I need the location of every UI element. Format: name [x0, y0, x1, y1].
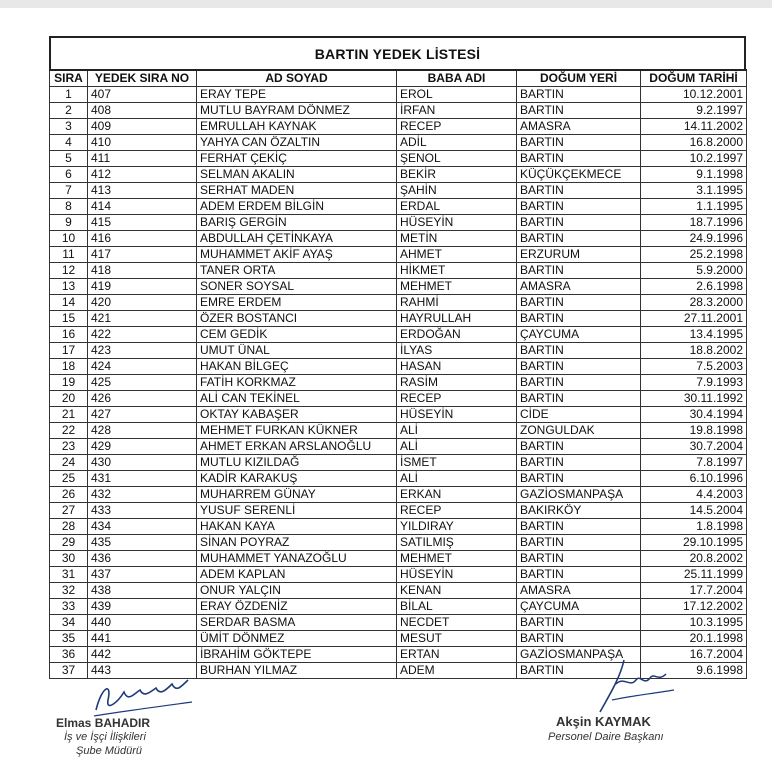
cell-baba-adi: RAHMİ — [397, 295, 517, 311]
cell-yedek-sira-no: 417 — [88, 247, 197, 263]
cell-dogum-tarihi: 3.1.1995 — [641, 183, 747, 199]
cell-baba-adi: ALİ — [397, 423, 517, 439]
table-row — [50, 87, 747, 103]
cell-dogum-yeri: BARTIN — [517, 295, 641, 311]
cell-ad-soyad: SERHAT MADEN — [197, 183, 397, 199]
table-row — [50, 439, 747, 455]
cell-sira: 33 — [50, 599, 88, 615]
cell-dogum-tarihi: 18.8.2002 — [641, 343, 747, 359]
cell-dogum-tarihi: 9.2.1997 — [641, 103, 747, 119]
cell-yedek-sira-no: 433 — [88, 503, 197, 519]
cell-baba-adi: ERDAL — [397, 199, 517, 215]
cell-dogum-tarihi: 27.11.2001 — [641, 311, 747, 327]
table-row — [50, 583, 747, 599]
cell-dogum-tarihi: 16.8.2000 — [641, 135, 747, 151]
table-row — [50, 375, 747, 391]
cell-dogum-tarihi: 25.11.1999 — [641, 567, 747, 583]
cell-dogum-yeri: BARTIN — [517, 455, 641, 471]
cell-sira: 19 — [50, 375, 88, 391]
cell-dogum-tarihi: 13.4.1995 — [641, 327, 747, 343]
cell-dogum-tarihi: 7.9.1993 — [641, 375, 747, 391]
left-signatory-title-line2: Şube Müdürü — [76, 745, 143, 757]
right-signatory-name: Akşin KAYMAK — [556, 714, 651, 729]
col-header-yedek-sira-no: YEDEK SIRA NO — [88, 70, 197, 87]
cell-yedek-sira-no: 420 — [88, 295, 197, 311]
table-row — [50, 487, 747, 503]
table-row — [50, 391, 747, 407]
cell-baba-adi: RECEP — [397, 391, 517, 407]
cell-baba-adi: MEHMET — [397, 279, 517, 295]
cell-dogum-yeri: BARTIN — [517, 471, 641, 487]
table-row — [50, 423, 747, 439]
cell-dogum-tarihi: 28.3.2000 — [641, 295, 747, 311]
cell-dogum-yeri: BARTIN — [517, 103, 641, 119]
left-signatory-title-line1: İş ve İşçi İlişkileri — [64, 731, 146, 743]
table-row — [50, 519, 747, 535]
cell-ad-soyad: OKTAY KABAŞER — [197, 407, 397, 423]
table-row — [50, 295, 747, 311]
table-row — [50, 503, 747, 519]
cell-ad-soyad: ADEM KAPLAN — [197, 567, 397, 583]
cell-baba-adi: HÜSEYİN — [397, 567, 517, 583]
table-row — [50, 199, 747, 215]
cell-yedek-sira-no: 413 — [88, 183, 197, 199]
cell-ad-soyad: ALİ CAN TEKİNEL — [197, 391, 397, 407]
cell-yedek-sira-no: 410 — [88, 135, 197, 151]
cell-baba-adi: ŞENOL — [397, 151, 517, 167]
cell-dogum-yeri: KÜÇÜKÇEKMECE — [517, 167, 641, 183]
cell-sira: 31 — [50, 567, 88, 583]
cell-yedek-sira-no: 436 — [88, 551, 197, 567]
cell-sira: 29 — [50, 535, 88, 551]
cell-sira: 12 — [50, 263, 88, 279]
table-row — [50, 567, 747, 583]
cell-ad-soyad: MUTLU BAYRAM DÖNMEZ — [197, 103, 397, 119]
cell-baba-adi: SATILMIŞ — [397, 535, 517, 551]
cell-ad-soyad: SELMAN AKALIN — [197, 167, 397, 183]
cell-sira: 5 — [50, 151, 88, 167]
cell-yedek-sira-no: 440 — [88, 615, 197, 631]
cell-baba-adi: ERKAN — [397, 487, 517, 503]
cell-dogum-yeri: BARTIN — [517, 375, 641, 391]
cell-dogum-yeri: BARTIN — [517, 567, 641, 583]
cell-baba-adi: YILDIRAY — [397, 519, 517, 535]
table-row — [50, 551, 747, 567]
cell-yedek-sira-no: 428 — [88, 423, 197, 439]
cell-dogum-yeri: CİDE — [517, 407, 641, 423]
cell-dogum-tarihi: 18.7.1996 — [641, 215, 747, 231]
cell-dogum-yeri: BARTIN — [517, 87, 641, 103]
table-row — [50, 247, 747, 263]
cell-sira: 32 — [50, 583, 88, 599]
cell-dogum-yeri: BARTIN — [517, 135, 641, 151]
cell-baba-adi: ADİL — [397, 135, 517, 151]
cell-dogum-tarihi: 5.9.2000 — [641, 263, 747, 279]
cell-ad-soyad: ERAY ÖZDENİZ — [197, 599, 397, 615]
col-header-baba-adi: BABA ADI — [397, 70, 517, 87]
cell-dogum-tarihi: 14.5.2004 — [641, 503, 747, 519]
cell-yedek-sira-no: 419 — [88, 279, 197, 295]
cell-dogum-yeri: BARTIN — [517, 391, 641, 407]
cell-ad-soyad: MUHARREM GÜNAY — [197, 487, 397, 503]
table-row — [50, 263, 747, 279]
cell-ad-soyad: CEM GEDİK — [197, 327, 397, 343]
cell-dogum-tarihi: 30.11.1992 — [641, 391, 747, 407]
col-header-dogum-tarihi: DOĞUM TARİHİ — [641, 70, 747, 87]
cell-sira: 22 — [50, 423, 88, 439]
cell-baba-adi: BEKİR — [397, 167, 517, 183]
cell-baba-adi: RECEP — [397, 119, 517, 135]
table-row — [50, 631, 747, 647]
cell-yedek-sira-no: 412 — [88, 167, 197, 183]
cell-ad-soyad: FATİH KORKMAZ — [197, 375, 397, 391]
cell-baba-adi: İSMET — [397, 455, 517, 471]
cell-yedek-sira-no: 423 — [88, 343, 197, 359]
cell-dogum-yeri: ERZURUM — [517, 247, 641, 263]
cell-dogum-yeri: ÇAYCUMA — [517, 599, 641, 615]
cell-baba-adi: HİKMET — [397, 263, 517, 279]
cell-ad-soyad: AHMET ERKAN ARSLANOĞLU — [197, 439, 397, 455]
cell-yedek-sira-no: 429 — [88, 439, 197, 455]
cell-baba-adi: AHMET — [397, 247, 517, 263]
cell-yedek-sira-no: 439 — [88, 599, 197, 615]
table-row — [50, 183, 747, 199]
cell-yedek-sira-no: 415 — [88, 215, 197, 231]
cell-baba-adi: HASAN — [397, 359, 517, 375]
cell-sira: 30 — [50, 551, 88, 567]
cell-yedek-sira-no: 431 — [88, 471, 197, 487]
cell-dogum-yeri: AMASRA — [517, 279, 641, 295]
cell-ad-soyad: MUTLU KIZILDAĞ — [197, 455, 397, 471]
table-body — [50, 87, 747, 679]
cell-baba-adi: BİLAL — [397, 599, 517, 615]
cell-ad-soyad: FERHAT ÇEKİÇ — [197, 151, 397, 167]
cell-baba-adi: RECEP — [397, 503, 517, 519]
cell-dogum-tarihi: 17.7.2004 — [641, 583, 747, 599]
cell-dogum-tarihi: 30.7.2004 — [641, 439, 747, 455]
cell-baba-adi: İLYAS — [397, 343, 517, 359]
cell-yedek-sira-no: 424 — [88, 359, 197, 375]
cell-sira: 25 — [50, 471, 88, 487]
cell-ad-soyad: ÖZER BOSTANCI — [197, 311, 397, 327]
cell-dogum-yeri: ZONGULDAK — [517, 423, 641, 439]
table-row — [50, 311, 747, 327]
cell-sira: 15 — [50, 311, 88, 327]
cell-yedek-sira-no: 435 — [88, 535, 197, 551]
table-row — [50, 135, 747, 151]
cell-baba-adi: METİN — [397, 231, 517, 247]
table-row — [50, 359, 747, 375]
cell-dogum-tarihi: 2.6.1998 — [641, 279, 747, 295]
table-row — [50, 455, 747, 471]
cell-sira: 13 — [50, 279, 88, 295]
cell-baba-adi: HAYRULLAH — [397, 311, 517, 327]
cell-yedek-sira-no: 414 — [88, 199, 197, 215]
cell-baba-adi: HÜSEYİN — [397, 215, 517, 231]
cell-dogum-yeri: BARTIN — [517, 551, 641, 567]
col-header-sira: SIRA — [50, 70, 88, 87]
cell-baba-adi: RASİM — [397, 375, 517, 391]
cell-ad-soyad: ERAY TEPE — [197, 87, 397, 103]
cell-sira: 17 — [50, 343, 88, 359]
cell-baba-adi: ALİ — [397, 439, 517, 455]
cell-yedek-sira-no: 411 — [88, 151, 197, 167]
table-row — [50, 615, 747, 631]
cell-dogum-tarihi: 30.4.1994 — [641, 407, 747, 423]
table-row — [50, 599, 747, 615]
cell-yedek-sira-no: 409 — [88, 119, 197, 135]
cell-yedek-sira-no: 427 — [88, 407, 197, 423]
cell-dogum-tarihi: 9.6.1998 — [641, 663, 747, 679]
cell-baba-adi: NECDET — [397, 615, 517, 631]
cell-dogum-tarihi: 9.1.1998 — [641, 167, 747, 183]
cell-dogum-tarihi: 19.8.1998 — [641, 423, 747, 439]
cell-dogum-tarihi: 14.11.2002 — [641, 119, 747, 135]
cell-dogum-yeri: BARTIN — [517, 663, 641, 679]
cell-dogum-yeri: GAZİOSMANPAŞA — [517, 487, 641, 503]
cell-sira: 16 — [50, 327, 88, 343]
cell-dogum-tarihi: 29.10.1995 — [641, 535, 747, 551]
cell-dogum-yeri: BARTIN — [517, 215, 641, 231]
cell-ad-soyad: EMRE ERDEM — [197, 295, 397, 311]
cell-dogum-yeri: BARTIN — [517, 631, 641, 647]
cell-sira: 7 — [50, 183, 88, 199]
cell-dogum-tarihi: 20.8.2002 — [641, 551, 747, 567]
table-row — [50, 279, 747, 295]
cell-ad-soyad: MUHAMMET YANAZOĞLU — [197, 551, 397, 567]
cell-sira: 18 — [50, 359, 88, 375]
cell-sira: 36 — [50, 647, 88, 663]
cell-yedek-sira-no: 421 — [88, 311, 197, 327]
cell-ad-soyad: ABDULLAH ÇETİNKAYA — [197, 231, 397, 247]
cell-ad-soyad: İBRAHİM GÖKTEPE — [197, 647, 397, 663]
table-row — [50, 103, 747, 119]
cell-baba-adi: KENAN — [397, 583, 517, 599]
cell-sira: 14 — [50, 295, 88, 311]
cell-ad-soyad: BURHAN YILMAZ — [197, 663, 397, 679]
cell-yedek-sira-no: 416 — [88, 231, 197, 247]
cell-dogum-tarihi: 10.12.2001 — [641, 87, 747, 103]
cell-yedek-sira-no: 430 — [88, 455, 197, 471]
cell-dogum-yeri: BARTIN — [517, 615, 641, 631]
cell-ad-soyad: SONER SOYSAL — [197, 279, 397, 295]
table-row — [50, 535, 747, 551]
cell-dogum-tarihi: 24.9.1996 — [641, 231, 747, 247]
cell-dogum-yeri: BARTIN — [517, 151, 641, 167]
cell-dogum-tarihi: 1.1.1995 — [641, 199, 747, 215]
cell-yedek-sira-no: 442 — [88, 647, 197, 663]
cell-ad-soyad: EMRULLAH KAYNAK — [197, 119, 397, 135]
cell-yedek-sira-no: 443 — [88, 663, 197, 679]
cell-dogum-yeri: ÇAYCUMA — [517, 327, 641, 343]
cell-ad-soyad: TANER ORTA — [197, 263, 397, 279]
table-row — [50, 407, 747, 423]
cell-dogum-tarihi: 20.1.1998 — [641, 631, 747, 647]
cell-ad-soyad: MUHAMMET AKİF AYAŞ — [197, 247, 397, 263]
cell-yedek-sira-no: 408 — [88, 103, 197, 119]
cell-baba-adi: EROL — [397, 87, 517, 103]
cell-sira: 23 — [50, 439, 88, 455]
right-signature-scribble — [590, 654, 680, 718]
table-row — [50, 215, 747, 231]
cell-ad-soyad: UMUT ÜNAL — [197, 343, 397, 359]
title-frame — [49, 36, 746, 69]
cell-dogum-tarihi: 16.7.2004 — [641, 647, 747, 663]
cell-yedek-sira-no: 407 — [88, 87, 197, 103]
cell-baba-adi: ADEM — [397, 663, 517, 679]
cell-ad-soyad: ONUR YALÇIN — [197, 583, 397, 599]
right-signatory-title: Personel Daire Başkanı — [548, 731, 664, 743]
cell-baba-adi: ERTAN — [397, 647, 517, 663]
cell-baba-adi: HÜSEYİN — [397, 407, 517, 423]
cell-dogum-yeri: BARTIN — [517, 535, 641, 551]
cell-sira: 1 — [50, 87, 88, 103]
cell-ad-soyad: KADİR KARAKUŞ — [197, 471, 397, 487]
cell-ad-soyad: HAKAN KAYA — [197, 519, 397, 535]
table-row — [50, 151, 747, 167]
cell-baba-adi: ALİ — [397, 471, 517, 487]
left-signature-scribble — [88, 672, 198, 722]
cell-ad-soyad: ADEM ERDEM BİLGİN — [197, 199, 397, 215]
cell-yedek-sira-no: 426 — [88, 391, 197, 407]
cell-sira: 11 — [50, 247, 88, 263]
cell-dogum-yeri: AMASRA — [517, 119, 641, 135]
cell-baba-adi: ERDOĞAN — [397, 327, 517, 343]
cell-dogum-yeri: GAZİOSMANPAŞA — [517, 647, 641, 663]
cell-yedek-sira-no: 425 — [88, 375, 197, 391]
cell-ad-soyad: HAKAN BİLGEÇ — [197, 359, 397, 375]
table-row — [50, 327, 747, 343]
cell-dogum-tarihi: 10.2.1997 — [641, 151, 747, 167]
table-header-row — [50, 70, 747, 87]
cell-sira: 2 — [50, 103, 88, 119]
cell-dogum-yeri: BARTIN — [517, 359, 641, 375]
table-row — [50, 231, 747, 247]
cell-sira: 21 — [50, 407, 88, 423]
cell-ad-soyad: MEHMET FURKAN KÜKNER — [197, 423, 397, 439]
table-row — [50, 343, 747, 359]
cell-sira: 26 — [50, 487, 88, 503]
cell-dogum-tarihi: 7.8.1997 — [641, 455, 747, 471]
cell-yedek-sira-no: 422 — [88, 327, 197, 343]
cell-dogum-tarihi: 17.12.2002 — [641, 599, 747, 615]
cell-sira: 37 — [50, 663, 88, 679]
cell-dogum-yeri: BARTIN — [517, 439, 641, 455]
cell-dogum-yeri: BARTIN — [517, 519, 641, 535]
table-row — [50, 167, 747, 183]
cell-yedek-sira-no: 438 — [88, 583, 197, 599]
cell-dogum-yeri: BARTIN — [517, 199, 641, 215]
cell-dogum-yeri: BARTIN — [517, 263, 641, 279]
cell-dogum-yeri: BARTIN — [517, 343, 641, 359]
cell-sira: 27 — [50, 503, 88, 519]
cell-baba-adi: ŞAHİN — [397, 183, 517, 199]
cell-sira: 10 — [50, 231, 88, 247]
cell-dogum-yeri: BARTIN — [517, 231, 641, 247]
cell-dogum-yeri: AMASRA — [517, 583, 641, 599]
col-header-ad-soyad: AD SOYAD — [197, 70, 397, 87]
cell-ad-soyad: YAHYA CAN ÖZALTIN — [197, 135, 397, 151]
cell-yedek-sira-no: 437 — [88, 567, 197, 583]
cell-dogum-yeri: BARTIN — [517, 311, 641, 327]
document-title: BARTIN YEDEK LİSTESİ — [314, 46, 481, 62]
cell-sira: 4 — [50, 135, 88, 151]
cell-ad-soyad: BARIŞ GERGİN — [197, 215, 397, 231]
cell-yedek-sira-no: 434 — [88, 519, 197, 535]
table-row — [50, 471, 747, 487]
cell-ad-soyad: ÜMİT DÖNMEZ — [197, 631, 397, 647]
cell-sira: 8 — [50, 199, 88, 215]
cell-dogum-yeri: BARTIN — [517, 183, 641, 199]
top-shadow-strip — [0, 0, 772, 8]
cell-baba-adi: MEHMET — [397, 551, 517, 567]
cell-yedek-sira-no: 418 — [88, 263, 197, 279]
cell-sira: 28 — [50, 519, 88, 535]
col-header-dogum-yeri: DOĞUM YERİ — [517, 70, 641, 87]
cell-baba-adi: İRFAN — [397, 103, 517, 119]
reserve-list-table — [49, 69, 747, 679]
cell-dogum-tarihi: 25.2.1998 — [641, 247, 747, 263]
cell-sira: 3 — [50, 119, 88, 135]
cell-sira: 35 — [50, 631, 88, 647]
table-row — [50, 119, 747, 135]
cell-ad-soyad: YUSUF SERENLİ — [197, 503, 397, 519]
cell-sira: 20 — [50, 391, 88, 407]
cell-sira: 9 — [50, 215, 88, 231]
cell-dogum-tarihi: 10.3.1995 — [641, 615, 747, 631]
cell-dogum-tarihi: 4.4.2003 — [641, 487, 747, 503]
left-signatory-name: Elmas BAHADIR — [56, 716, 151, 730]
cell-dogum-tarihi: 1.8.1998 — [641, 519, 747, 535]
cell-ad-soyad: SERDAR BASMA — [197, 615, 397, 631]
cell-sira: 6 — [50, 167, 88, 183]
cell-baba-adi: MESUT — [397, 631, 517, 647]
cell-ad-soyad: SİNAN POYRAZ — [197, 535, 397, 551]
cell-dogum-yeri: BAKIRKÖY — [517, 503, 641, 519]
cell-dogum-tarihi: 6.10.1996 — [641, 471, 747, 487]
cell-yedek-sira-no: 441 — [88, 631, 197, 647]
cell-yedek-sira-no: 432 — [88, 487, 197, 503]
cell-sira: 34 — [50, 615, 88, 631]
cell-dogum-tarihi: 7.5.2003 — [641, 359, 747, 375]
cell-sira: 24 — [50, 455, 88, 471]
